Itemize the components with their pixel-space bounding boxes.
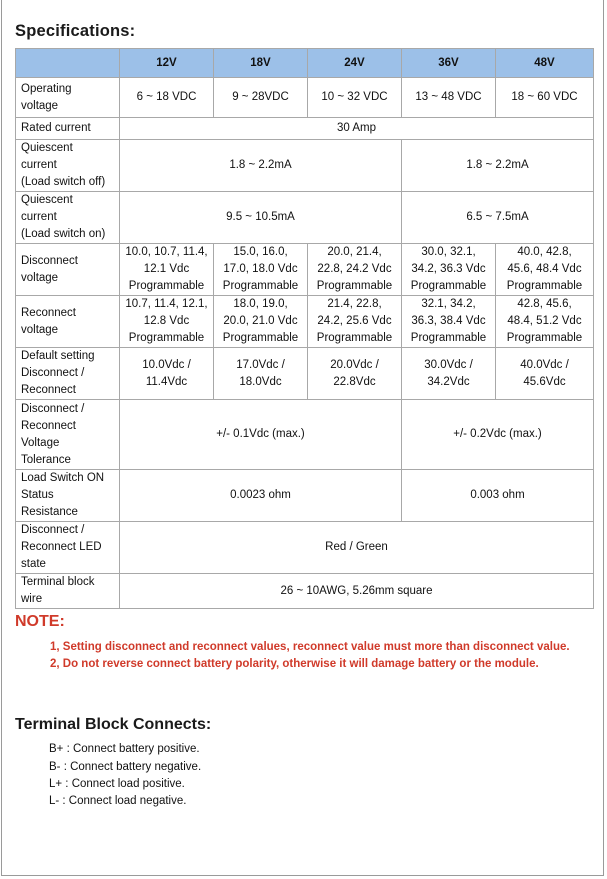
specifications-table <box>15 48 594 609</box>
specifications-title: Specifications: <box>15 22 136 40</box>
row-label: Disconnect / Reconnect LED state <box>16 522 120 574</box>
cell: 9 ~ 28VDC <box>214 78 308 118</box>
cell: 20.0Vdc / 22.8Vdc <box>308 348 402 400</box>
cell: 17.0Vdc / 18.0Vdc <box>214 348 308 400</box>
cell: 42.8, 45.6, 48.4, 51.2 Vdc Programmable <box>496 296 594 348</box>
terminal-line-b-plus: B+ : Connect battery positive. <box>49 743 200 755</box>
cell: 15.0, 16.0, 17.0, 18.0 Vdc Programmable <box>214 244 308 296</box>
cell: 21.4, 22.8, 24.2, 25.6 Vdc Programmable <box>308 296 402 348</box>
cell: 40.0Vdc / 45.6Vdc <box>496 348 594 400</box>
table-row-terminal-wire <box>16 574 594 609</box>
note-title: NOTE: <box>15 613 65 630</box>
terminal-line-l-plus: L+ : Connect load positive. <box>49 778 185 790</box>
row-label: Reconnect voltage <box>16 296 120 348</box>
table-row-led-state <box>16 522 594 574</box>
row-label: Quiescent current (Load switch on) <box>16 192 120 244</box>
row-label: Terminal block wire <box>16 574 120 609</box>
terminal-line-b-minus: B- : Connect battery negative. <box>49 761 202 773</box>
cell: 10.7, 11.4, 12.1, 12.8 Vdc Programmable <box>120 296 214 348</box>
row-label: Disconnect / Reconnect Voltage Tolerance <box>16 400 120 470</box>
terminal-block-title: Terminal Block Connects: <box>15 716 212 733</box>
cell: 10 ~ 32 VDC <box>308 78 402 118</box>
cell: 30 Amp <box>120 118 594 140</box>
cell: 13 ~ 48 VDC <box>402 78 496 118</box>
table-row-quiescent-on <box>16 192 594 244</box>
header-corner <box>16 49 120 78</box>
cell: 10.0, 10.7, 11.4, 12.1 Vdc Programmable <box>120 244 214 296</box>
row-label: Default setting Disconnect / Reconnect <box>16 348 120 400</box>
cell: 30.0Vdc / 34.2Vdc <box>402 348 496 400</box>
header-18v: 18V <box>214 49 308 78</box>
table-row-tolerance <box>16 400 594 470</box>
table-row-load-switch-resistance <box>16 470 594 522</box>
header-12v: 12V <box>120 49 214 78</box>
cell: 26 ~ 10AWG, 5.26mm square <box>120 574 594 609</box>
cell: 32.1, 34.2, 36.3, 38.4 Vdc Programmable <box>402 296 496 348</box>
note-line-2: 2, Do not reverse connect battery polarity, otherwise it will damage battery or the module. <box>50 658 539 670</box>
cell: 6 ~ 18 VDC <box>120 78 214 118</box>
table-row-operating-voltage <box>16 78 594 118</box>
header-48v: 48V <box>496 49 594 78</box>
row-label: Load Switch ON Status Resistance <box>16 470 120 522</box>
table-row-quiescent-off <box>16 140 594 192</box>
table-header-row <box>16 49 594 78</box>
cell: 6.5 ~ 7.5mA <box>402 192 594 244</box>
note-line-1: 1, Setting disconnect and reconnect values, reconnect value must more than disconnect value. <box>50 641 570 653</box>
cell: 40.0, 42.8, 45.6, 48.4 Vdc Programmable <box>496 244 594 296</box>
row-label: Disconnect voltage <box>16 244 120 296</box>
cell: 30.0, 32.1, 34.2, 36.3 Vdc Programmable <box>402 244 496 296</box>
cell: 18 ~ 60 VDC <box>496 78 594 118</box>
cell: +/- 0.2Vdc (max.) <box>402 400 594 470</box>
cell: 18.0, 19.0, 20.0, 21.0 Vdc Programmable <box>214 296 308 348</box>
table-row-reconnect-voltage <box>16 296 594 348</box>
cell: +/- 0.1Vdc (max.) <box>120 400 402 470</box>
row-label: Operating voltage <box>16 78 120 118</box>
cell: 1.8 ~ 2.2mA <box>402 140 594 192</box>
cell: 20.0, 21.4, 22.8, 24.2 Vdc Programmable <box>308 244 402 296</box>
cell: Red / Green <box>120 522 594 574</box>
cell: 0.003 ohm <box>402 470 594 522</box>
cell: 0.0023 ohm <box>120 470 402 522</box>
row-label: Rated current <box>16 118 120 140</box>
terminal-line-l-minus: L- : Connect load negative. <box>49 795 187 807</box>
header-36v: 36V <box>402 49 496 78</box>
header-24v: 24V <box>308 49 402 78</box>
table-row-disconnect-voltage <box>16 244 594 296</box>
cell: 10.0Vdc / 11.4Vdc <box>120 348 214 400</box>
row-label: Quiescent current (Load switch off) <box>16 140 120 192</box>
table-row-rated-current <box>16 118 594 140</box>
cell: 9.5 ~ 10.5mA <box>120 192 402 244</box>
cell: 1.8 ~ 2.2mA <box>120 140 402 192</box>
table-row-default-setting <box>16 348 594 400</box>
